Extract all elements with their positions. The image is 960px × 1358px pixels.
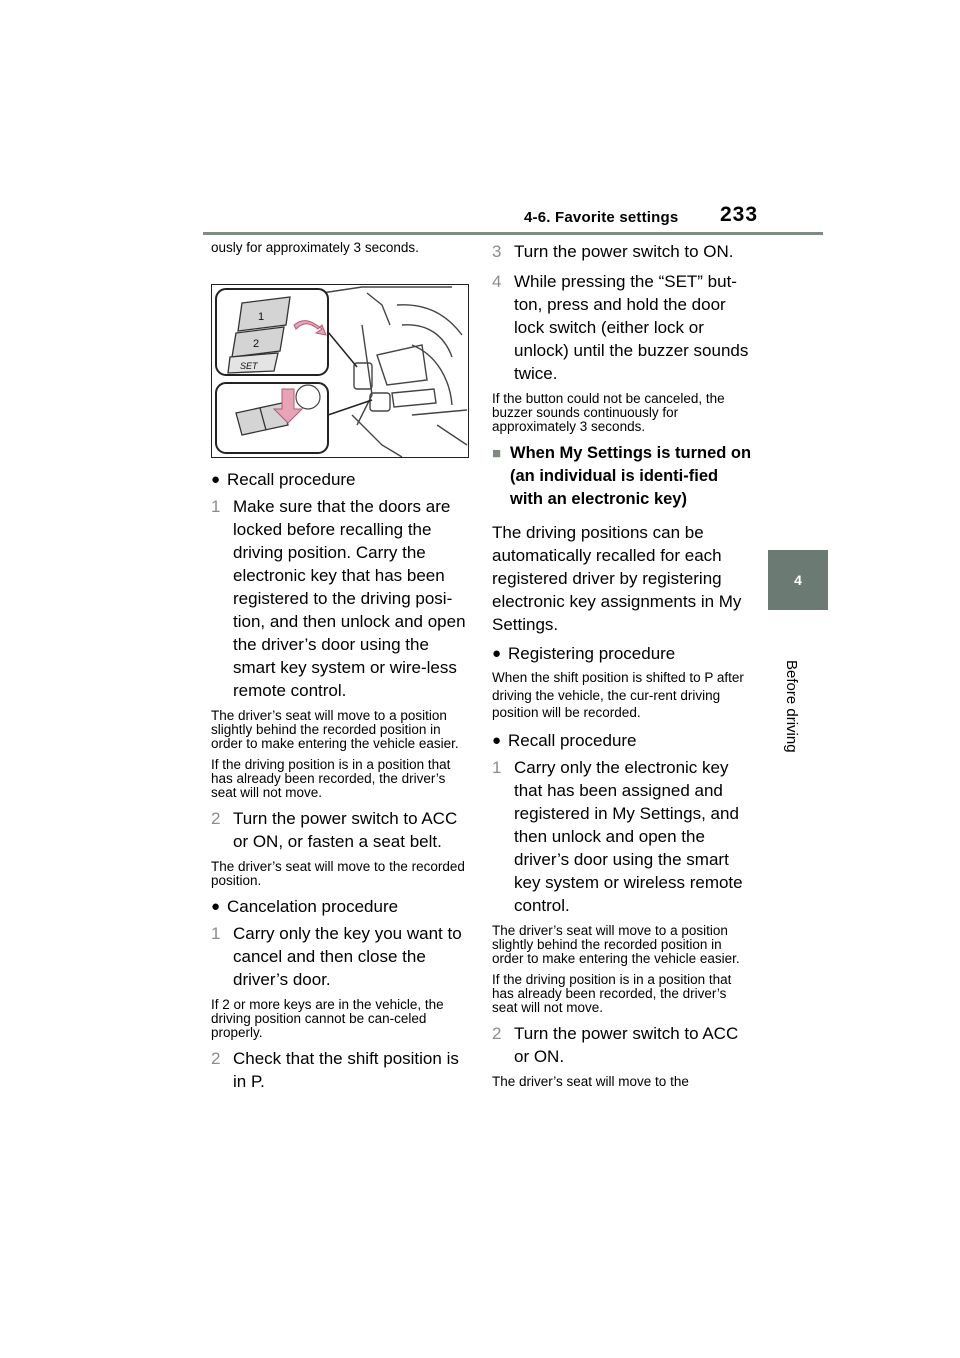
step-text: Check that the shift position is in P.: [233, 1049, 459, 1091]
cancel-step-2: [211, 1047, 473, 1093]
my-settings-intro: The driving positions can be automatically recalled for each registered driver by registering electronic key assignments in My Settings.: [492, 523, 742, 634]
step-text: While pressing the “SET” but-ton, press and hold the door lock switch (either lock or unlock) until the buzzer sounds twice.: [514, 272, 749, 383]
page-number: 233: [720, 203, 759, 226]
chapter-tab: [768, 550, 828, 610]
chapter-tab-number: 4: [794, 572, 802, 588]
step-text: Carry only the electronic key that has been assigned and registered in My Settings, and then unlock and open the driver’s door using the smart key system or wireless remote control.: [514, 757, 743, 915]
step-text: Turn the power switch to ACC or ON.: [514, 1023, 739, 1066]
step-number: 2: [211, 809, 221, 828]
recall-procedure-heading: ● Recall procedure: [211, 470, 356, 489]
cancel-step-3: [492, 240, 752, 263]
seat-memory-illustration: [211, 284, 469, 458]
step-number: 2: [492, 1023, 502, 1043]
cancel-step-1: [211, 922, 473, 991]
registering-procedure-heading: ● Registering procedure: [492, 644, 676, 663]
my-settings-recall-note-3: The driver’s seat will move to the: [492, 1073, 689, 1089]
figure-button-1-label: 1: [258, 311, 265, 323]
cancel-note-1: If 2 or more keys are in the vehicle, the driving position cannot be can-celed properly.: [211, 997, 444, 1040]
registering-note: When the shift position is shifted to P after driving the vehicle, the cur-rent driving position will be recorded.: [492, 670, 744, 720]
step-text: Turn the power switch to ON.: [514, 242, 734, 261]
recall-note-1: The driver’s seat will move to a position slightly behind the recorded position in order to make entering the vehicle easier.: [211, 708, 459, 751]
my-settings-recall-note-2: If the driving position is in a position that has already been recorded, the driver’s seat will not move.: [492, 971, 732, 1015]
recall-note-2: If the driving position is in a position that has already been recorded, the driver’s seat will not move.: [211, 757, 451, 800]
recall-step-2: [211, 807, 473, 853]
right-column: [492, 240, 752, 1096]
my-settings-recall-heading: ● Recall procedure: [492, 730, 637, 750]
step-number: 1: [492, 757, 502, 777]
step-number: 4: [492, 272, 502, 291]
step-text: Make sure that the doors are locked before recalling the driving position. Carry the electronic key that has been registered to the driving posi-tion, and then unlock and open the driver’s door using the smart key system or wire-less remote control.: [233, 497, 466, 700]
square-bullet-icon: ■: [492, 445, 502, 462]
figure-button-2-label: 2: [253, 338, 260, 350]
step-text: Carry only the key you want to cancel and then close the driver’s door.: [233, 924, 462, 989]
continued-text: ously for approximately 3 seconds.: [211, 240, 419, 255]
my-settings-recall-step-1: [492, 756, 752, 917]
my-settings-recall-note-1: The driver’s seat will move to a position slightly behind the recorded position in order to make entering the vehicle easier.: [492, 922, 740, 966]
step-number: 1: [211, 497, 221, 516]
seat-memory-svg: [212, 285, 468, 457]
step-number: 3: [492, 242, 502, 261]
section-title: 4-6. Favorite settings: [524, 209, 679, 226]
bullet-icon: ●: [492, 645, 502, 662]
step-text: Turn the power switch to ACC or ON, or fasten a seat belt.: [233, 809, 458, 851]
bullet-icon: ●: [492, 731, 502, 749]
recall-step-1: [211, 495, 473, 702]
cancel-failure-note: If the button could not be canceled, the buzzer sounds continuously for approximately 3 seconds.: [492, 391, 725, 434]
my-settings-heading: ■ When My Settings is turned on (an individual is identi-fied with an electronic key): [492, 442, 752, 511]
header-divider: [203, 232, 823, 235]
chapter-label: Before driving: [783, 660, 800, 753]
recall-note-3: The driver’s seat will move to the recorded position.: [211, 859, 465, 888]
step-number: 1: [211, 924, 221, 943]
bullet-icon: ●: [211, 471, 221, 488]
figure-set-button-label: SET: [240, 361, 258, 371]
my-settings-recall-step-2: [492, 1022, 752, 1068]
cancel-step-4: [492, 270, 752, 385]
step-number: 2: [211, 1049, 221, 1068]
cancelation-procedure-heading: ● Cancelation procedure: [211, 897, 399, 916]
left-column: [211, 240, 473, 1100]
bullet-icon: ●: [211, 898, 221, 915]
